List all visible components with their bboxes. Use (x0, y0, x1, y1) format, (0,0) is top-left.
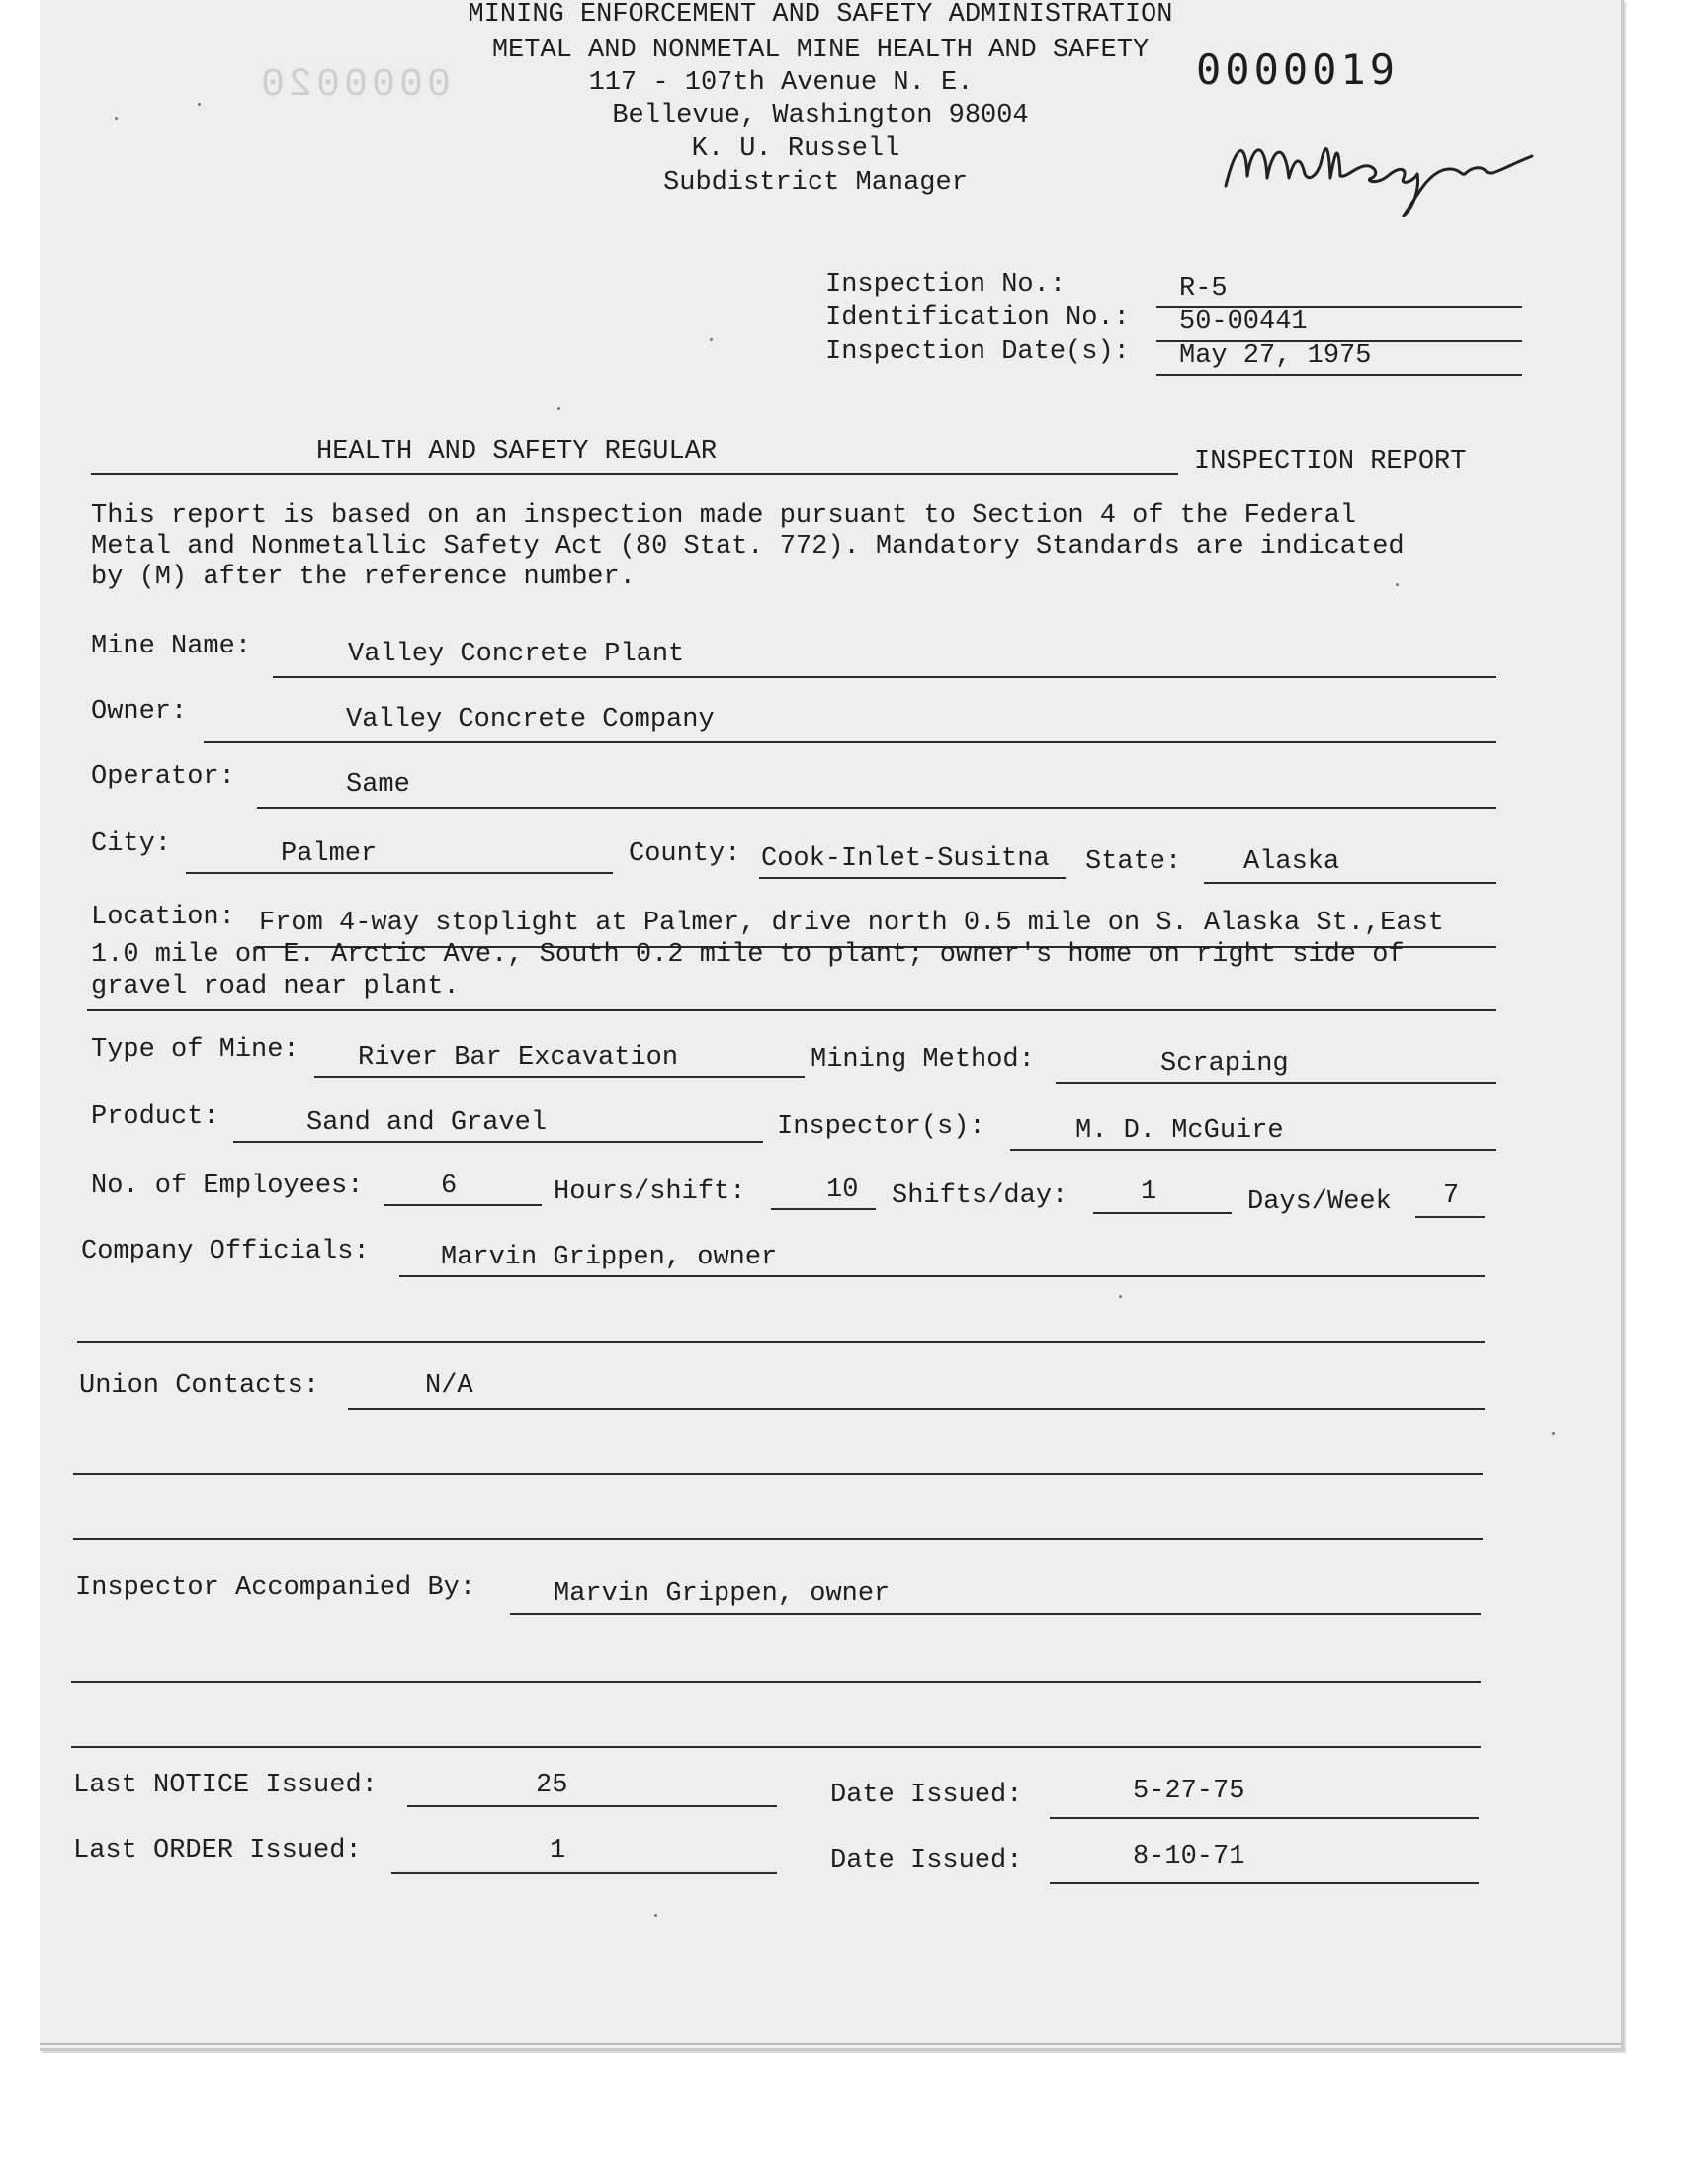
city-value: Palmer (281, 839, 378, 869)
identification-no-value: 50-00441 (1179, 307, 1308, 337)
hours-label: Hours/shift: (554, 1177, 746, 1207)
location-label: Location: (91, 903, 235, 932)
mine-name-line (273, 676, 1496, 678)
product-line (233, 1141, 763, 1143)
manager-title: Subdistrict Manager (663, 168, 968, 198)
employees-line (384, 1204, 542, 1206)
intro-line-1: This report is based on an inspection made pursuant to Section 4 of the Federal (91, 501, 1357, 531)
intro-line-2: Metal and Nonmetallic Safety Act (80 Stat. 772). Mandatory Standards are indicated (91, 532, 1405, 562)
inspector-label: Inspector(s): (777, 1112, 985, 1142)
mining-method-line (1056, 1082, 1496, 1084)
shifts-label: Shifts/day: (892, 1181, 1068, 1211)
accompanied-label: Inspector Accompanied By: (75, 1573, 476, 1603)
notice-date-label: Date Issued: (830, 1781, 1023, 1810)
union-label: Union Contacts: (79, 1371, 320, 1401)
last-order-line (391, 1872, 777, 1874)
inspector-value: M. D. McGuire (1075, 1116, 1284, 1146)
city-line (186, 872, 613, 874)
county-value: Cook-Inlet-Susitna (761, 844, 1050, 874)
shifts-value: 1 (1141, 1177, 1157, 1207)
manager-name: K. U. Russell (691, 134, 900, 164)
mine-name-label: Mine Name: (91, 632, 252, 661)
signature-image (1206, 117, 1581, 225)
inspection-no-label: Inspection No.: (825, 270, 1067, 300)
mining-method-value: Scraping (1160, 1049, 1289, 1079)
address-city: Bellevue, Washington 98004 (612, 101, 1029, 130)
document-number: 0000019 (1196, 45, 1400, 94)
location-line-1: From 4-way stoplight at Palmer, drive north 0.5 mile on S. Alaska St.,East (259, 909, 1444, 938)
employees-value: 6 (441, 1172, 458, 1201)
state-line (1204, 882, 1496, 884)
days-line (1415, 1216, 1485, 1218)
type-of-mine-line (314, 1076, 805, 1078)
agency-name: MINING ENFORCEMENT AND SAFETY ADMINISTRATION (468, 0, 1173, 30)
city-label: City: (91, 829, 172, 859)
type-of-mine-label: Type of Mine: (91, 1035, 299, 1065)
accompanied-value: Marvin Grippen, owner (554, 1579, 891, 1609)
owner-value: Valley Concrete Company (346, 705, 715, 735)
location-line-3: gravel road near plant. (91, 972, 460, 1001)
document-page (40, 0, 1624, 2051)
report-type: HEALTH AND SAFETY REGULAR (316, 437, 718, 467)
scan-speck (115, 117, 118, 120)
operator-value: Same (346, 770, 410, 800)
type-of-mine-value: River Bar Excavation (358, 1043, 679, 1073)
location-line-2: 1.0 mile on E. Arctic Ave., South 0.2 mile to plant; owner's home on right side of (91, 940, 1405, 970)
intro-line-3: by (M) after the reference number. (91, 563, 636, 592)
order-date-label: Date Issued: (830, 1846, 1023, 1875)
scan-speck (654, 1914, 657, 1917)
last-order-value: 1 (550, 1836, 566, 1866)
scan-speck (1552, 1432, 1555, 1435)
owner-label: Owner: (91, 697, 188, 727)
hours-value: 10 (826, 1175, 859, 1205)
order-date-line (1050, 1882, 1479, 1884)
accompanied-extra-line-2 (71, 1746, 1481, 1748)
owner-line (204, 741, 1496, 743)
inspector-line (1010, 1149, 1496, 1151)
county-label: County: (629, 839, 741, 869)
scan-speck (710, 338, 713, 341)
scan-speck (1119, 1295, 1122, 1298)
officials-extra-line (77, 1341, 1485, 1343)
report-title: INSPECTION REPORT (1194, 447, 1467, 477)
identification-no-label: Identification No.: (825, 304, 1130, 333)
last-notice-label: Last NOTICE Issued: (73, 1771, 378, 1800)
state-value: Alaska (1243, 847, 1340, 877)
mining-method-label: Mining Method: (811, 1045, 1035, 1075)
page-edge (40, 2043, 1621, 2044)
officials-label: Company Officials: (81, 1237, 370, 1266)
county-line (759, 877, 1066, 879)
inspection-date-label: Inspection Date(s): (825, 337, 1130, 367)
days-value: 7 (1443, 1181, 1460, 1211)
product-value: Sand and Gravel (306, 1108, 548, 1138)
division-name: METAL AND NONMETAL MINE HEALTH AND SAFETY (491, 36, 1150, 65)
scan-speck (198, 103, 201, 106)
scan-speck (1396, 583, 1399, 586)
accompanied-extra-line-1 (71, 1681, 1481, 1683)
days-label: Days/Week (1247, 1187, 1392, 1217)
location-underline-3 (87, 1009, 1496, 1011)
employees-label: No. of Employees: (91, 1172, 364, 1201)
product-label: Product: (91, 1102, 219, 1132)
inspection-date-value: May 27, 1975 (1179, 341, 1372, 371)
notice-date-value: 5-27-75 (1133, 1777, 1245, 1806)
officials-value: Marvin Grippen, owner (441, 1243, 778, 1272)
hours-line (771, 1208, 876, 1210)
scan-speck (557, 407, 560, 410)
operator-label: Operator: (91, 762, 235, 792)
state-label: State: (1085, 847, 1182, 877)
last-order-label: Last ORDER Issued: (73, 1836, 362, 1866)
accompanied-line (510, 1613, 1481, 1615)
last-notice-value: 25 (536, 1771, 568, 1800)
notice-date-line (1050, 1817, 1479, 1819)
bleed-through-number: 0000020 (257, 63, 452, 108)
shifts-line (1093, 1212, 1232, 1214)
report-type-line (91, 473, 1178, 475)
union-extra-line-1 (73, 1473, 1483, 1475)
mine-name-value: Valley Concrete Plant (348, 640, 685, 669)
officials-line (399, 1275, 1485, 1277)
inspection-no-value: R-5 (1179, 274, 1228, 304)
order-date-value: 8-10-71 (1133, 1842, 1245, 1871)
union-value: N/A (425, 1371, 473, 1401)
operator-line (257, 807, 1496, 809)
address-street: 117 - 107th Avenue N. E. (588, 68, 974, 98)
inspection-date-line (1156, 374, 1522, 376)
last-notice-line (407, 1805, 777, 1807)
union-line (348, 1408, 1485, 1410)
union-extra-line-2 (73, 1538, 1483, 1540)
